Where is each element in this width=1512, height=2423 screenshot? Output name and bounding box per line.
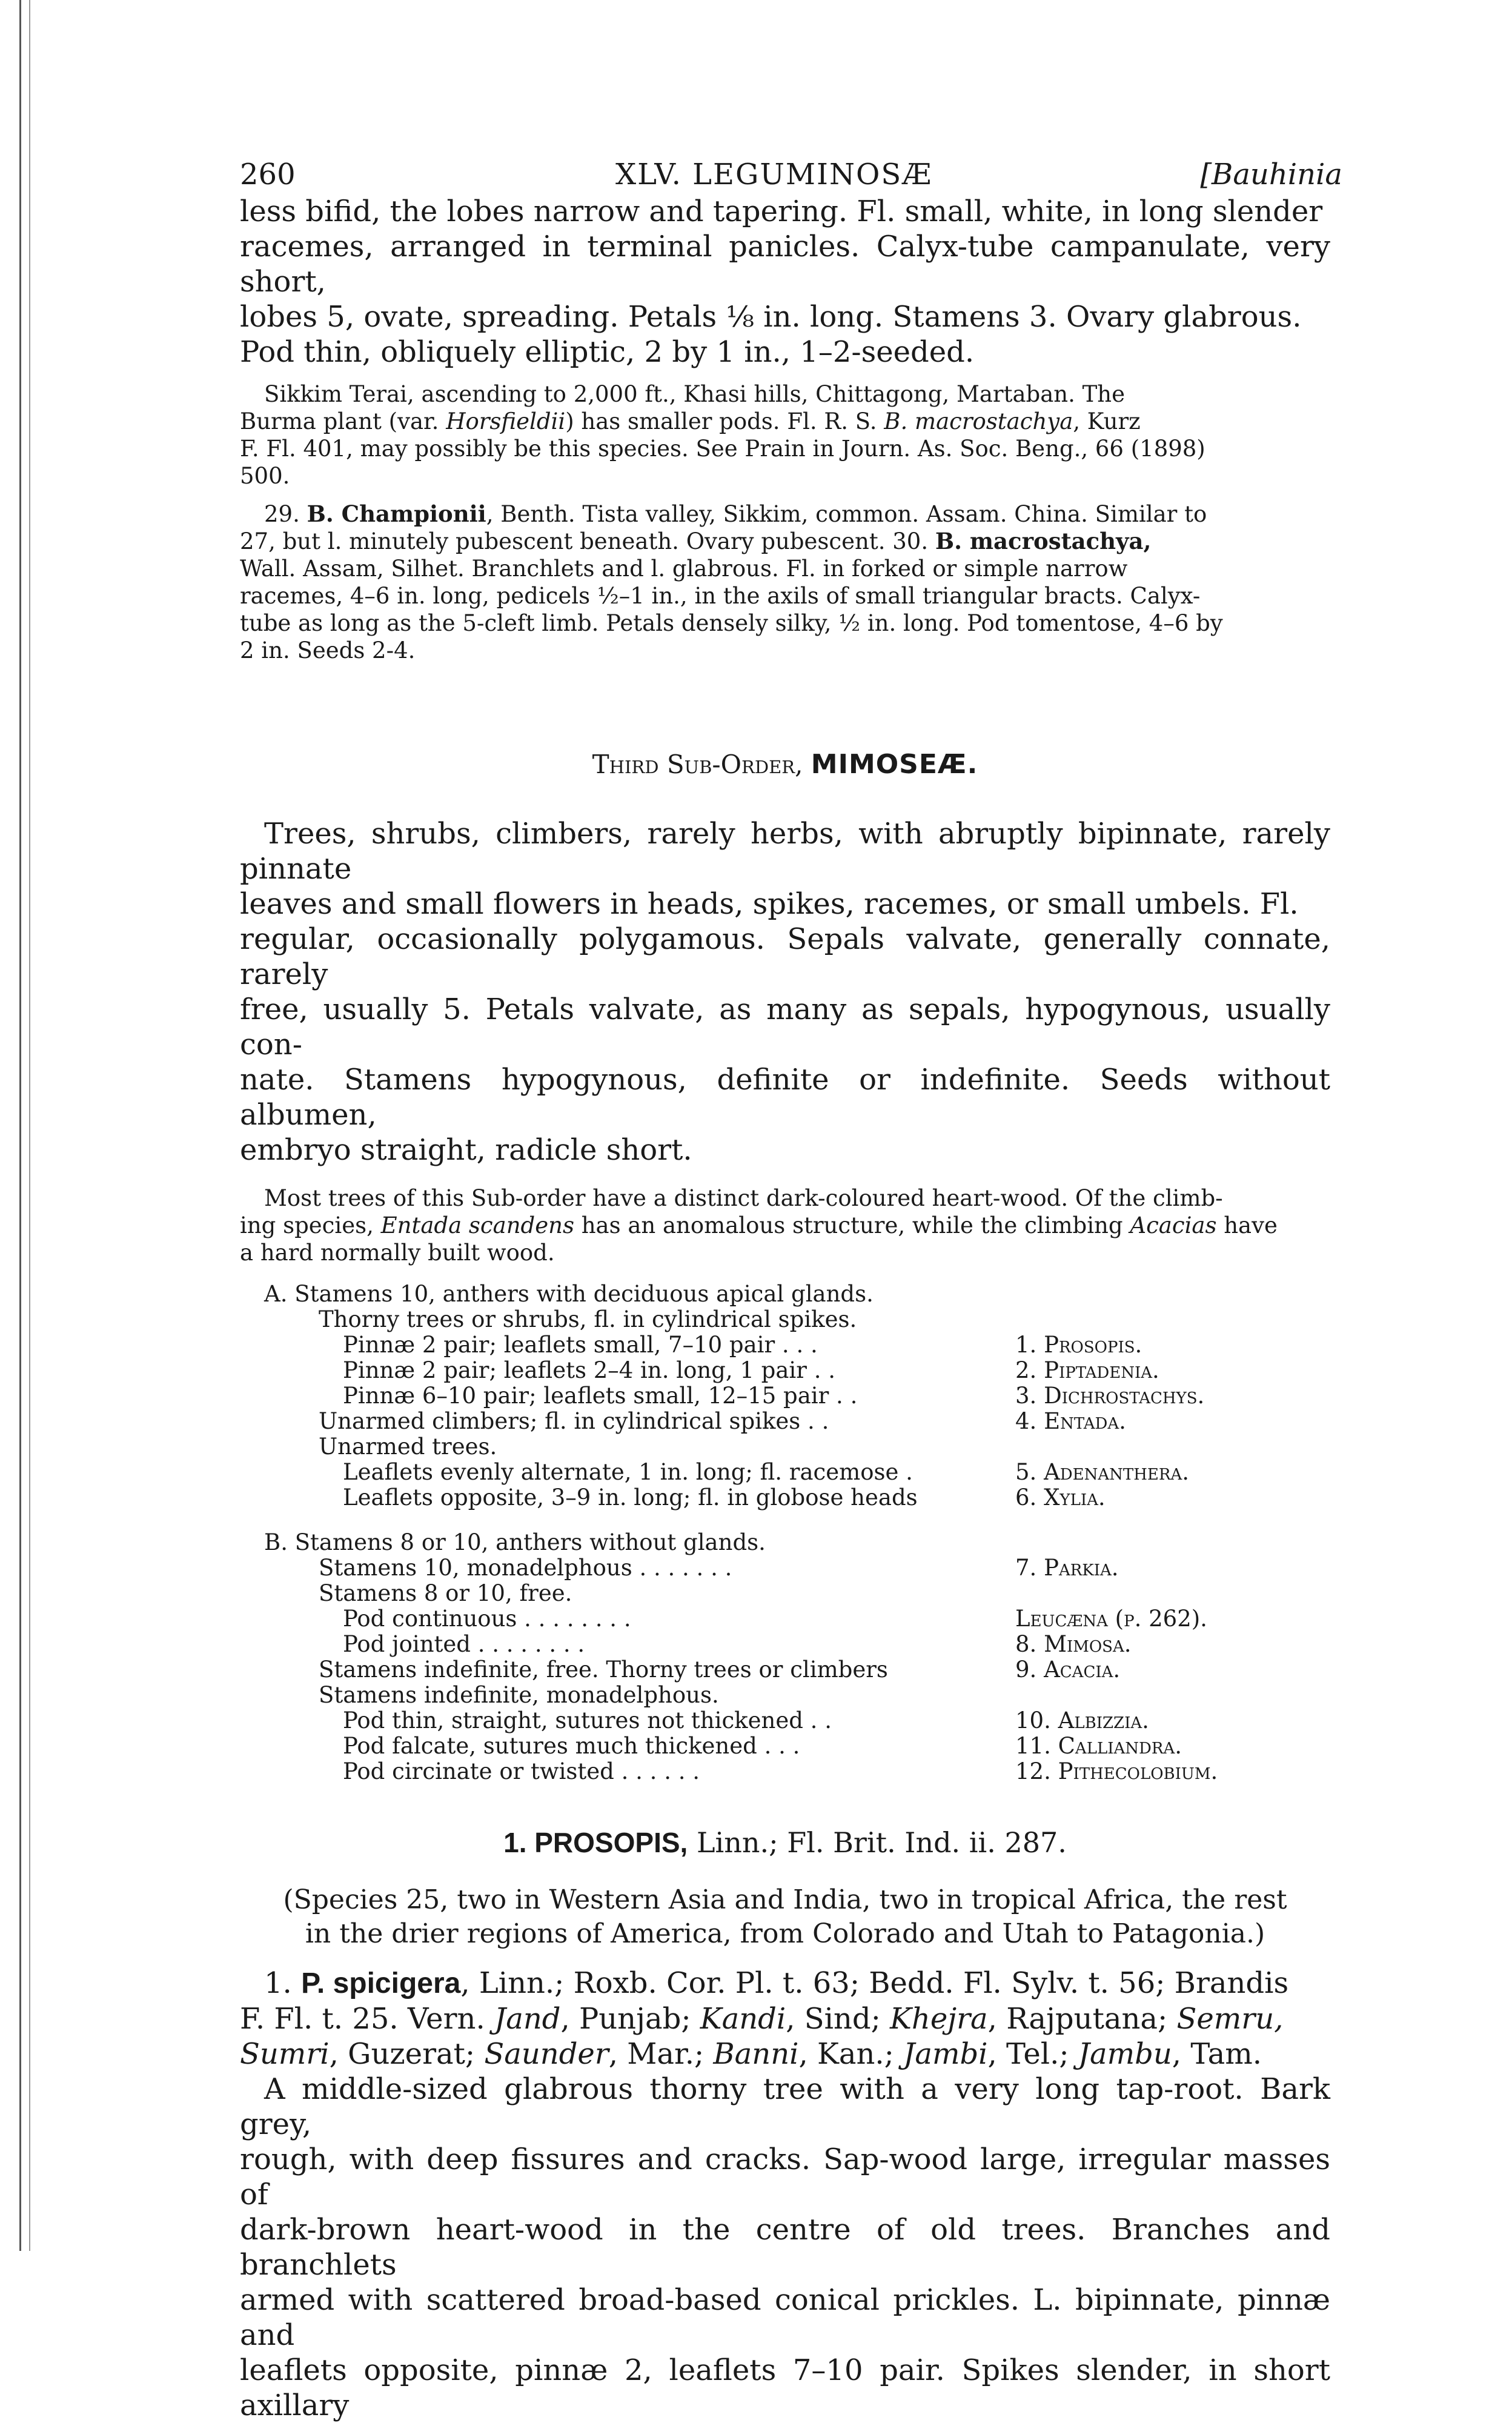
page-edge-line-inner (29, 0, 30, 2251)
mimoseae-description (240, 816, 1330, 1168)
text-line: Most trees of this Sub-order have a distinct dark-coloured heart-wood. Of the climb- (264, 1185, 1223, 1211)
species-number: 29. (264, 501, 307, 527)
key-genus: 11. Calliandra. (1015, 1733, 1182, 1759)
vernacular-name: Sumri (240, 2037, 330, 2071)
text-line (240, 528, 1330, 555)
text-line (240, 1966, 1330, 2001)
text-line: A middle-sized glabrous thorny tree with a very long tap-root. Bark grey, (240, 2072, 1330, 2141)
species-count-note (240, 1883, 1330, 1951)
species-number: 1. (264, 1966, 302, 2000)
text-line: racemes, 4–6 in. long, pedicels ½–1 in., in the axils of small triangular bracts. Calyx- (240, 583, 1201, 609)
key-genus: 12. Pithecolobium. (1015, 1758, 1218, 1784)
text-span: , Rajputana; (987, 2002, 1177, 2036)
vernacular-name: Jand (494, 2002, 561, 2036)
text-line (240, 2036, 1330, 2072)
text-span: ) has smaller pods. Fl. R. S. (565, 408, 884, 434)
key-genus: 7. Parkia. (1015, 1555, 1119, 1581)
genera-key (240, 1281, 1330, 1814)
key-line: Stamens indefinite, free. Thorny trees or climbers (319, 1657, 888, 1683)
vernacular-name: Semru, (1176, 2002, 1284, 2036)
text-line: Pod thin, obliquely elliptic, 2 by 1 in., 1–2-seeded. (240, 335, 975, 369)
key-line: Stamens indefinite, monadelphous. (319, 1682, 719, 1708)
vernacular-name: Jambi (903, 2037, 988, 2071)
italic-name: Entada scandens (380, 1212, 574, 1238)
text-line: embryo straight, radicle short. (240, 1133, 692, 1167)
key-line: Leaflets evenly alternate, 1 in. long; fl. racemose . (343, 1459, 913, 1485)
text-line: regular, occasionally polygamous. Sepals valvate, generally connate, rarely (240, 922, 1330, 991)
page-number: 260 (240, 158, 296, 191)
suborder-heading (240, 749, 1330, 780)
text-span: , Tam. (1172, 2037, 1262, 2071)
key-line: Pinnæ 6–10 pair; leaflets small, 12–15 pair . . (343, 1383, 858, 1409)
text-line (240, 1212, 1330, 1239)
key-genus: 5. Adenanthera. (1015, 1459, 1189, 1485)
genus-citation: Linn.; Fl. Brit. Ind. ii. 287. (688, 1826, 1067, 1859)
header-running-genus: [Bauhinia (1200, 158, 1342, 191)
text-span: , Linn.; Roxb. Cor. Pl. t. 63; Bedd. Fl. Sylv. t. 56; Brandis (460, 1966, 1289, 2000)
key-genus: Leucæna (p. 262). (1015, 1606, 1207, 1632)
text-span: 27, but l. minutely pubescent beneath. Ovary pubescent. 30. (240, 528, 935, 554)
text-line (240, 500, 1330, 528)
key-line: Pod jointed . . . . . . . . (343, 1631, 585, 1657)
key-line: Thorny trees or shrubs, fl. in cylindrical spikes. (319, 1306, 857, 1332)
text-line: free, usually 5. Petals valvate, as many as sepals, hypogynous, usually con- (240, 992, 1330, 1062)
vernacular-name: Jambu (1078, 2037, 1172, 2071)
key-genus: 3. Dichrostachys. (1015, 1383, 1205, 1409)
text-line: racemes, arranged in terminal panicles. Calyx-tube campanulate, very short, (240, 230, 1330, 299)
suborder-prefix: Third Sub-Order, (592, 750, 811, 779)
key-genus: 2. Piptadenia. (1015, 1357, 1159, 1383)
key-group-a: A. Stamens 10, anthers with deciduous apical glands. (264, 1281, 874, 1307)
key-genus: 9. Acacia. (1015, 1657, 1121, 1683)
text-span: , Tel.; (987, 2037, 1078, 2071)
key-genus: 1. Prosopis. (1015, 1332, 1142, 1358)
text-line: lobes 5, ovate, spreading. Petals ⅛ in. long. Stamens 3. Ovary glabrous. (240, 300, 1302, 334)
text-line: 2 in. Seeds 2-4. (240, 637, 416, 663)
text-line: (Species 25, two in Western Asia and India, two in tropical Africa, the rest (283, 1884, 1287, 1915)
text-line: leaflets opposite, pinnæ 2, leaflets 7–10 pair. Spikes slender, in short axillary (240, 2353, 1330, 2422)
text-span: F. Fl. t. 25. Vern. (240, 2002, 494, 2036)
key-genus: 10. Albizzia. (1015, 1707, 1149, 1733)
text-line: Trees, shrubs, climbers, rarely herbs, with abruptly bipinnate, rarely pinnate (240, 817, 1330, 886)
text-line: Wall. Assam, Silhet. Branchlets and l. glabrous. Fl. in forked or simple narrow (240, 556, 1128, 582)
key-genus: 8. Mimosa. (1015, 1631, 1132, 1657)
text-span: , Kurz (1073, 408, 1141, 434)
text-span: has an anomalous structure, while the climbing (574, 1212, 1130, 1238)
heartwood-note (240, 1185, 1330, 1266)
key-genus: 6. Xylia. (1015, 1484, 1106, 1511)
key-line: Leaflets opposite, 3–9 in. long; fl. in globose heads (343, 1484, 918, 1511)
page (240, 145, 1342, 2423)
key-line: Stamens 10, monadelphous . . . . . . . (319, 1555, 732, 1581)
text-span: , Punjab; (560, 2002, 700, 2036)
suborder-name: MIMOSEÆ. (811, 749, 978, 780)
text-line: F. Fl. 401, may possibly be this species. See Prain in Journ. As. Soc. Beng., 66 (1898) (240, 436, 1205, 462)
key-genus: 4. Entada. (1015, 1408, 1126, 1434)
species-29-30 (240, 500, 1330, 664)
genus-name: 1. PROSOPIS, (503, 1827, 688, 1858)
text-line: in the drier regions of America, from Colorado and Utah to Patagonia.) (305, 1918, 1265, 1949)
running-header (240, 145, 1342, 194)
page-edge-line (19, 0, 21, 2251)
text-line: nate. Stamens hypogynous, definite or indefinite. Seeds without albumen, (240, 1063, 1330, 1132)
header-title: XLV. LEGUMINOSÆ (615, 158, 933, 191)
text-span: , Sind; (786, 2002, 890, 2036)
text-span: , Mar.; (608, 2037, 714, 2071)
prosopis-spicigera-entry (240, 1966, 1330, 2423)
vernacular-name: Saunder (484, 2037, 609, 2071)
genus-heading (240, 1826, 1330, 1859)
key-line: Stamens 8 or 10, free. (319, 1580, 572, 1606)
key-line: Unarmed climbers; fl. in cylindrical spikes . . (319, 1408, 829, 1434)
text-line (240, 408, 1330, 435)
species-name: B. Championii (307, 500, 486, 527)
text-line: less bifid, the lobes narrow and tapering. Fl. small, white, in long slender (240, 194, 1323, 228)
key-line: Pod continuous . . . . . . . . (343, 1606, 631, 1632)
text-line: Sikkim Terai, ascending to 2,000 ft., Khasi hills, Chittagong, Martaban. The (264, 381, 1126, 407)
italic-name: B. macrostachya (884, 408, 1073, 434)
text-line: dark-brown heart-wood in the centre of old trees. Branches and branchlets (240, 2213, 1330, 2282)
vernacular-name: Kandi (700, 2002, 786, 2036)
text-span: , Guzerat; (329, 2037, 485, 2071)
text-line: 500. (240, 463, 290, 489)
key-line: Unarmed trees. (319, 1434, 497, 1460)
text-span: , Benth. Tista valley, Sikkim, common. Assam. China. Similar to (486, 501, 1207, 527)
text-span: , Kan.; (798, 2037, 904, 2071)
text-span: have (1216, 1212, 1278, 1238)
italic-name: Acacias (1130, 1212, 1217, 1238)
bauhinia-description (240, 194, 1330, 370)
species-name: P. spicigera (301, 1967, 461, 1999)
key-line: Pod thin, straight, sutures not thickened . . (343, 1707, 832, 1733)
text-line: armed with scattered broad-based conical prickles. L. bipinnate, pinnæ and (240, 2283, 1330, 2352)
text-line (240, 2001, 1330, 2036)
text-line: leaves and small flowers in heads, spikes, racemes, or small umbels. Fl. (240, 887, 1299, 921)
key-line: Pod circinate or twisted . . . . . . (343, 1758, 700, 1784)
species-name: B. macrostachya, (935, 528, 1152, 554)
key-line: Pinnæ 2 pair; leaflets 2–4 in. long, 1 pair . . (343, 1357, 835, 1383)
key-group-b: B. Stamens 8 or 10, anthers without glands. (264, 1529, 766, 1555)
text-line: tube as long as the 5-cleft limb. Petals densely silky, ½ in. long. Pod tomentose, 4–6 by (240, 610, 1223, 636)
vernacular-name: Banni (713, 2037, 799, 2071)
key-line: Pod falcate, sutures much thickened . . . (343, 1733, 800, 1759)
distribution-note (240, 381, 1330, 490)
italic-name: Horsfieldii (446, 408, 566, 434)
text-span: Burma plant (var. (240, 408, 446, 434)
text-line: a hard normally built wood. (240, 1240, 555, 1266)
vernacular-name: Khejra (890, 2002, 988, 2036)
text-line: rough, with deep fissures and cracks. Sap-wood large, irregular masses of (240, 2142, 1330, 2212)
text-span: ing species, (240, 1212, 381, 1238)
key-line: Pinnæ 2 pair; leaflets small, 7–10 pair . . . (343, 1332, 818, 1358)
